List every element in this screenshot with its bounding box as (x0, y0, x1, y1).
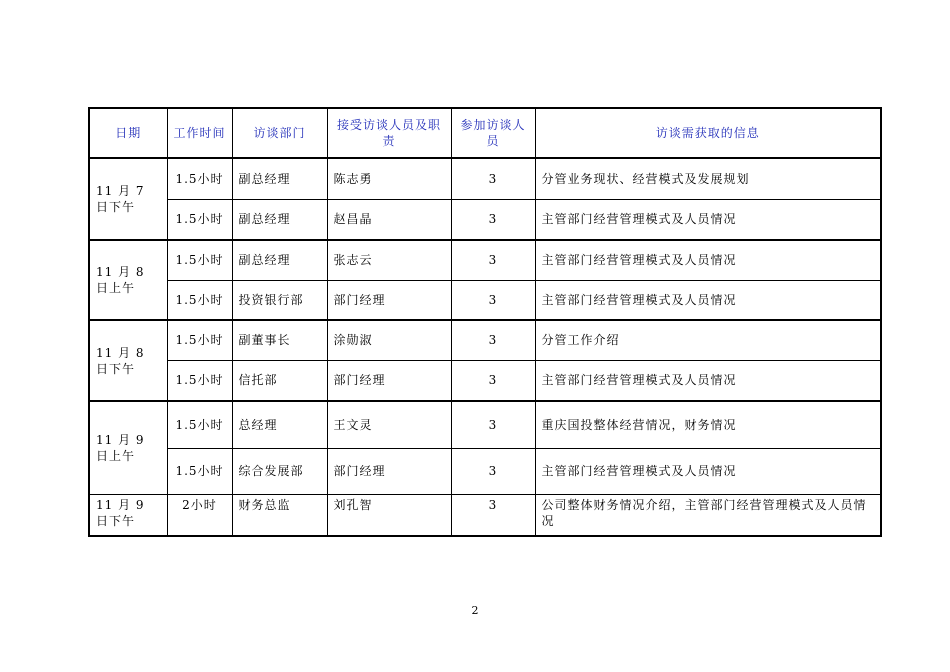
department-cell: 投资银行部 (232, 280, 327, 320)
department-cell: 副总经理 (232, 158, 327, 199)
header-work-time: 工作时间 (167, 108, 232, 158)
table-row (89, 158, 881, 199)
info-cell: 分管业务现状、经营模式及发展规划 (535, 158, 881, 199)
interviewee-cell: 部门经理 (327, 360, 451, 401)
interviewee-cell: 涂勋淑 (327, 320, 451, 360)
header-date: 日期 (89, 108, 167, 158)
department-cell: 副总经理 (232, 240, 327, 280)
page-number: 2 (471, 604, 479, 617)
department-cell: 信托部 (232, 360, 327, 401)
department-cell: 财务总监 (232, 494, 327, 536)
participants-cell: 3 (451, 494, 535, 536)
info-cell: 重庆国投整体经营情况，财务情况 (535, 401, 881, 448)
interviewee-cell: 张志云 (327, 240, 451, 280)
participants-cell: 3 (451, 240, 535, 280)
department-cell: 综合发展部 (232, 448, 327, 494)
info-cell: 主管部门经营管理模式及人员情况 (535, 240, 881, 280)
time-cell: 1.5小时 (167, 240, 232, 280)
time-cell: 1.5小时 (167, 199, 232, 240)
interview-schedule-table (88, 107, 882, 537)
time-cell: 1.5小时 (167, 320, 232, 360)
time-cell: 2小时 (167, 494, 232, 536)
info-cell: 分管工作介绍 (535, 320, 881, 360)
table-row (89, 494, 881, 536)
participants-cell: 3 (451, 280, 535, 320)
table-row (89, 199, 881, 240)
info-cell: 主管部门经营管理模式及人员情况 (535, 199, 881, 240)
time-cell: 1.5小时 (167, 280, 232, 320)
participants-cell: 3 (451, 199, 535, 240)
participants-cell: 3 (451, 320, 535, 360)
table-row (89, 240, 881, 280)
time-cell: 1.5小时 (167, 448, 232, 494)
interviewee-cell: 王文灵 (327, 401, 451, 448)
department-cell: 副董事长 (232, 320, 327, 360)
interviewee-cell: 刘孔智 (327, 494, 451, 536)
time-cell: 1.5小时 (167, 360, 232, 401)
table-row (89, 401, 881, 448)
info-cell: 主管部门经营管理模式及人员情况 (535, 360, 881, 401)
participants-cell: 3 (451, 360, 535, 401)
interviewee-cell: 部门经理 (327, 448, 451, 494)
info-cell: 公司整体财务情况介绍，主管部门经营管理模式及人员情况 (535, 494, 881, 536)
department-cell: 总经理 (232, 401, 327, 448)
participants-cell: 3 (451, 158, 535, 199)
interviewee-cell: 陈志勇 (327, 158, 451, 199)
department-cell: 副总经理 (232, 199, 327, 240)
header-participants: 参加访谈人员 (451, 108, 535, 158)
table-row (89, 448, 881, 494)
time-cell: 1.5小时 (167, 158, 232, 199)
date-cell: 11 月 9 日下午 (89, 494, 167, 536)
header-info: 访谈需获取的信息 (535, 108, 881, 158)
participants-cell: 3 (451, 401, 535, 448)
table-row (89, 280, 881, 320)
date-cell: 11 月 7 日下午 (89, 158, 167, 240)
header-interviewee: 接受访谈人员及职责 (327, 108, 451, 158)
date-cell: 11 月 8 日下午 (89, 320, 167, 401)
table-header-row (89, 108, 881, 158)
header-department: 访谈部门 (232, 108, 327, 158)
time-cell: 1.5小时 (167, 401, 232, 448)
participants-cell: 3 (451, 448, 535, 494)
interviewee-cell: 部门经理 (327, 280, 451, 320)
info-cell: 主管部门经营管理模式及人员情况 (535, 448, 881, 494)
date-cell: 11 月 8 日上午 (89, 240, 167, 320)
interviewee-cell: 赵昌晶 (327, 199, 451, 240)
table-row (89, 320, 881, 360)
info-cell: 主管部门经营管理模式及人员情况 (535, 280, 881, 320)
table-row (89, 360, 881, 401)
date-cell: 11 月 9 日上午 (89, 401, 167, 494)
